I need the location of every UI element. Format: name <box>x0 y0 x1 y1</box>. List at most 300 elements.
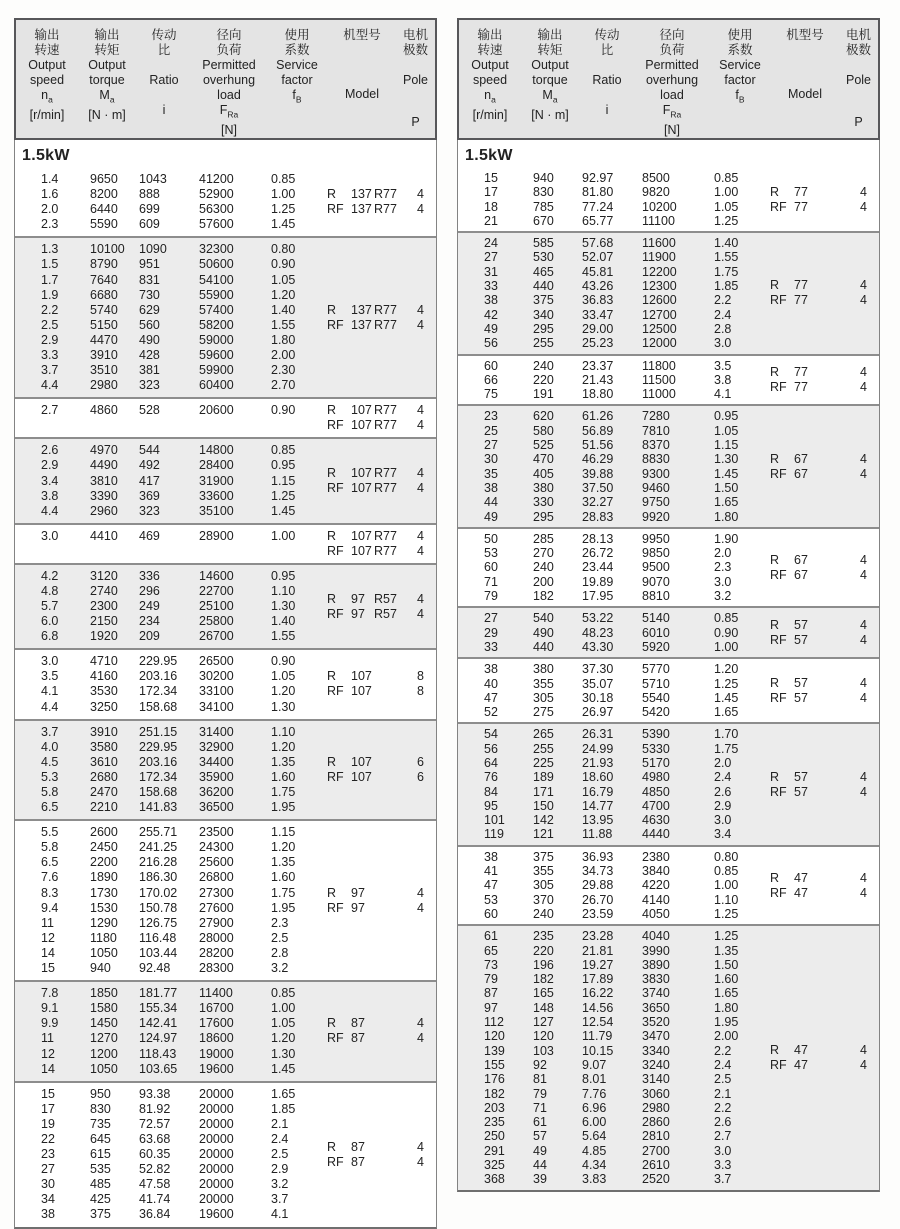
cell-ratio: 13.95 <box>582 813 614 828</box>
table-row <box>458 438 770 452</box>
pole-count: 4 <box>417 900 424 915</box>
table-row <box>15 785 327 800</box>
table-row <box>458 1015 770 1029</box>
model-prefix: R <box>770 552 780 567</box>
cell-output-torque: 150 <box>533 798 554 813</box>
model-line <box>770 871 879 886</box>
cell-ratio: 19.27 <box>582 957 614 972</box>
cell-output-torque: 340 <box>533 307 554 322</box>
cell-output-torque: 6680 <box>90 287 118 302</box>
cell-output-torque: 295 <box>533 509 554 524</box>
cell-ratio: 118.43 <box>139 1046 177 1061</box>
header-label: [N] <box>221 122 237 137</box>
cell-service-factor: 1.05 <box>714 199 739 214</box>
table-row <box>15 288 327 303</box>
cell-service-factor: 1.35 <box>714 943 739 958</box>
cell-service-factor: 2.6 <box>714 784 732 799</box>
cell-ratio: 417 <box>139 473 160 488</box>
cell-output-torque: 1200 <box>90 1046 118 1061</box>
group-rows <box>458 850 770 921</box>
header-label: i <box>162 103 166 117</box>
cell-overhung-load: 4850 <box>642 784 670 799</box>
cell-ratio: 16.79 <box>582 784 614 799</box>
model-size: 57 <box>794 632 808 647</box>
cell-output-speed: 30 <box>484 452 498 467</box>
cell-service-factor: 1.15 <box>271 473 296 488</box>
cell-ratio: 158.68 <box>139 699 178 714</box>
table-row <box>458 1115 770 1129</box>
cell-ratio: 43.30 <box>582 639 614 654</box>
cell-output-torque: 3910 <box>90 724 118 739</box>
model-suffix: R77 <box>374 528 397 543</box>
cell-service-factor: 1.60 <box>271 870 296 885</box>
cell-ratio: 57.68 <box>582 236 614 251</box>
cell-output-torque: 255 <box>533 741 554 756</box>
cell-ratio: 158.68 <box>139 785 178 799</box>
cell-overhung-load: 35100 <box>199 503 234 518</box>
header-label: $F_{Ra}$ <box>219 103 239 120</box>
model-prefix: RF <box>770 1057 787 1072</box>
pole-count: 4 <box>417 418 424 433</box>
model-line <box>327 770 436 785</box>
table-row <box>15 840 327 855</box>
cell-output-torque: 3810 <box>90 473 118 488</box>
ratio-group <box>458 527 879 606</box>
model-block <box>327 1140 436 1170</box>
model-prefix: RF <box>327 317 344 332</box>
cell-output-speed: 97 <box>484 1000 498 1015</box>
cell-overhung-load: 9920 <box>642 509 670 524</box>
cell-overhung-load: 22700 <box>199 583 234 598</box>
cell-overhung-load: 17600 <box>199 1016 234 1031</box>
cell-service-factor: 2.5 <box>271 930 289 945</box>
cell-output-speed: 53 <box>484 546 498 561</box>
cell-service-factor: 3.0 <box>714 813 732 828</box>
cell-output-speed: 5.8 <box>41 785 59 799</box>
cell-ratio: 37.50 <box>582 480 614 495</box>
model-suffix: R77 <box>374 466 397 481</box>
cell-service-factor: 0.95 <box>271 458 296 473</box>
cell-overhung-load: 20600 <box>199 403 234 418</box>
cell-overhung-load: 24300 <box>199 840 234 855</box>
cell-output-torque: 585 <box>533 236 554 251</box>
cell-overhung-load: 18600 <box>199 1031 234 1046</box>
cell-output-speed: 38 <box>484 480 498 495</box>
header-col-output-torque <box>521 28 579 138</box>
table-row <box>458 958 770 972</box>
table-body-left <box>14 140 437 1229</box>
pole-count: 4 <box>417 885 424 900</box>
model-prefix: RF <box>327 1031 344 1046</box>
cell-ratio: 172.34 <box>139 769 178 784</box>
cell-ratio: 216.28 <box>139 855 178 870</box>
table-row <box>15 242 327 257</box>
model-line <box>770 1043 879 1058</box>
model-size: 87 <box>351 1016 365 1031</box>
cell-ratio: 17.89 <box>582 972 614 987</box>
ratio-group <box>15 563 436 648</box>
cell-output-speed: 1.7 <box>41 272 59 287</box>
group-rows <box>15 403 327 433</box>
cell-service-factor: 2.4 <box>271 1131 289 1146</box>
cell-output-speed: 41 <box>484 864 498 879</box>
header-col-model <box>328 28 396 138</box>
cell-service-factor: 1.65 <box>714 986 739 1001</box>
model-size: 137 <box>351 317 372 332</box>
cell-output-torque: 950 <box>90 1086 111 1101</box>
group-rows <box>15 1087 327 1223</box>
model-suffix <box>817 452 859 467</box>
cell-output-speed: 75 <box>484 387 498 402</box>
table-row <box>15 443 327 458</box>
cell-output-speed: 3.7 <box>41 724 59 739</box>
cell-output-torque: 830 <box>533 185 554 200</box>
cell-service-factor: 1.60 <box>271 769 296 784</box>
cell-output-torque: 375 <box>90 1207 111 1222</box>
model-prefix: R <box>770 184 780 199</box>
table-row <box>458 850 770 864</box>
cell-output-torque: 44 <box>533 1158 547 1172</box>
cell-output-torque: 270 <box>533 546 554 561</box>
cell-ratio: 103.44 <box>139 945 178 960</box>
cell-ratio: 141.83 <box>139 800 178 815</box>
model-prefix: RF <box>327 900 344 915</box>
model-size: 77 <box>794 184 808 199</box>
table-row <box>458 1058 770 1072</box>
cell-service-factor: 1.95 <box>271 800 296 815</box>
model-prefix: R <box>327 403 337 418</box>
cell-ratio: 12.54 <box>582 1015 614 1030</box>
cell-output-speed: 6.5 <box>41 855 59 870</box>
cell-ratio: 28.13 <box>582 531 614 546</box>
model-block <box>327 886 436 916</box>
group-rows <box>458 662 770 719</box>
cell-output-speed: 84 <box>484 784 498 799</box>
table-row <box>15 403 327 418</box>
table-row <box>15 629 327 644</box>
pole-count: 4 <box>860 1057 867 1072</box>
cell-overhung-load: 28400 <box>199 458 234 473</box>
cell-service-factor: 1.20 <box>271 684 296 699</box>
cell-ratio: 60.35 <box>139 1147 171 1162</box>
cell-output-speed: 40 <box>484 676 498 691</box>
group-rows <box>15 654 327 714</box>
cell-overhung-load: 3470 <box>642 1029 670 1044</box>
cell-output-torque: 4160 <box>90 669 118 684</box>
cell-output-speed: 4.8 <box>41 583 59 598</box>
model-line <box>327 187 436 202</box>
model-size: 137 <box>351 187 372 202</box>
table-row <box>15 684 327 699</box>
cell-overhung-load: 12700 <box>642 307 677 322</box>
model-prefix: R <box>770 675 780 690</box>
cell-service-factor: 1.85 <box>714 279 739 294</box>
cell-service-factor: 1.00 <box>714 639 739 654</box>
model-block <box>770 676 879 706</box>
cell-overhung-load: 28200 <box>199 945 234 960</box>
cell-ratio: 229.95 <box>139 739 178 754</box>
pole-count: 4 <box>417 606 424 621</box>
cell-overhung-load: 5170 <box>642 755 670 770</box>
model-prefix: R <box>327 754 337 769</box>
header-label: 使用 <box>727 28 753 42</box>
header-col-ratio <box>136 28 192 138</box>
header-col-overhung-load <box>192 28 266 138</box>
pole-count: 8 <box>417 684 424 699</box>
model-block <box>327 466 436 496</box>
header-label: Model <box>344 87 380 101</box>
model-prefix: RF <box>327 418 344 433</box>
header-label: Output <box>88 58 126 72</box>
table-row <box>458 409 770 423</box>
cell-service-factor: 1.15 <box>271 825 296 840</box>
cell-overhung-load: 20000 <box>199 1177 234 1192</box>
cell-output-speed: 101 <box>484 813 505 828</box>
cell-service-factor: 1.35 <box>271 855 296 870</box>
model-line <box>327 755 436 770</box>
cell-output-torque: 540 <box>533 611 554 626</box>
model-prefix: RF <box>327 481 344 496</box>
cell-output-torque: 440 <box>533 639 554 654</box>
model-line <box>770 278 879 293</box>
cell-service-factor: 2.7 <box>714 1129 732 1144</box>
cell-service-factor: 1.65 <box>714 705 739 720</box>
cell-service-factor: 2.9 <box>714 798 732 813</box>
model-suffix <box>817 770 859 785</box>
cell-ratio: 336 <box>139 568 160 583</box>
model-size: 107 <box>351 769 372 784</box>
pole-count: 4 <box>417 466 424 481</box>
cell-output-speed: 17 <box>41 1101 55 1116</box>
table-row <box>458 424 770 438</box>
table-row <box>15 700 327 715</box>
cell-service-factor: 0.85 <box>271 172 296 186</box>
table-row <box>458 986 770 1000</box>
ratio-group <box>15 819 436 980</box>
table-row <box>15 529 327 544</box>
cell-overhung-load: 5710 <box>642 676 670 691</box>
model-block <box>327 755 436 785</box>
header-label: 电机 <box>845 28 871 42</box>
model-line <box>770 886 879 901</box>
model-suffix <box>817 886 859 901</box>
cell-ratio: 28.83 <box>582 509 614 524</box>
model-line <box>770 618 879 633</box>
cell-overhung-load: 19000 <box>199 1046 234 1061</box>
cell-output-torque: 1890 <box>90 870 118 885</box>
cell-service-factor: 0.95 <box>714 409 739 424</box>
cell-output-torque: 375 <box>533 849 554 864</box>
cell-ratio: 26.70 <box>582 892 614 907</box>
table-row <box>458 1087 770 1101</box>
header-label: Permitted <box>645 58 699 72</box>
cell-output-speed: 27 <box>41 1162 55 1177</box>
ratio-group <box>458 231 879 353</box>
model-prefix: RF <box>327 1154 344 1169</box>
model-suffix: R77 <box>374 403 397 418</box>
cell-ratio: 241.25 <box>139 840 178 855</box>
header-col-output-speed <box>16 28 78 138</box>
pole-count: 4 <box>417 591 424 606</box>
cell-overhung-load: 56300 <box>199 202 234 217</box>
table-row <box>15 855 327 870</box>
cell-service-factor: 1.80 <box>714 1000 739 1015</box>
cell-output-torque: 3510 <box>90 363 118 378</box>
header-label: 输出 <box>34 28 60 42</box>
table-row <box>458 1172 770 1186</box>
power-rating-label: 1.5kW <box>22 147 70 164</box>
cell-ratio: 26.97 <box>582 705 614 720</box>
cell-output-torque: 2680 <box>90 769 118 784</box>
ratio-group <box>15 236 436 397</box>
header-col-pole <box>839 28 878 138</box>
cell-ratio: 4.34 <box>582 1158 607 1172</box>
cell-output-torque: 425 <box>90 1192 111 1207</box>
model-line <box>770 633 879 648</box>
cell-output-torque: 1920 <box>90 629 118 644</box>
cell-output-speed: 5.5 <box>41 825 59 840</box>
cell-service-factor: 1.05 <box>271 272 296 287</box>
cell-overhung-load: 41200 <box>199 172 234 186</box>
pole-count: 6 <box>417 769 424 784</box>
table-row <box>458 756 770 770</box>
model-suffix <box>817 185 859 200</box>
header-label: Service <box>719 58 761 72</box>
pole-count: 4 <box>417 543 424 558</box>
model-block <box>770 770 879 800</box>
cell-output-torque: 182 <box>533 972 554 987</box>
cell-overhung-load: 9750 <box>642 495 670 510</box>
table-row <box>458 575 770 589</box>
table-row <box>15 333 327 348</box>
model-line <box>770 770 879 785</box>
cell-service-factor: 1.95 <box>714 1015 739 1030</box>
cell-service-factor: 1.00 <box>271 1001 296 1016</box>
cell-output-torque: 2450 <box>90 840 118 855</box>
table-row <box>15 614 327 629</box>
table-row <box>458 878 770 892</box>
cell-ratio: 92.97 <box>582 171 614 185</box>
cell-service-factor: 1.95 <box>271 900 296 915</box>
pole-count: 4 <box>417 403 424 418</box>
model-suffix <box>817 278 859 293</box>
cell-overhung-load: 2980 <box>642 1100 670 1115</box>
cell-service-factor: 1.05 <box>271 669 296 684</box>
model-line <box>770 691 879 706</box>
cell-output-torque: 182 <box>533 589 554 604</box>
cell-service-factor: 1.20 <box>714 662 739 677</box>
table-row <box>15 755 327 770</box>
cell-ratio: 56.89 <box>582 423 614 438</box>
cell-output-speed: 2.7 <box>41 403 59 418</box>
cell-ratio: 155.34 <box>139 1001 178 1016</box>
cell-service-factor: 1.45 <box>271 503 296 518</box>
cell-overhung-load: 6010 <box>642 625 670 640</box>
table-row <box>15 303 327 318</box>
cell-overhung-load: 9070 <box>642 574 670 589</box>
table-row <box>15 257 327 272</box>
header-label: Service <box>276 58 318 72</box>
cell-service-factor: 3.4 <box>714 827 732 842</box>
cell-ratio: 47.58 <box>139 1177 171 1192</box>
table-row <box>15 1207 327 1222</box>
cell-overhung-load: 35900 <box>199 769 234 784</box>
header-label: Pole <box>402 73 429 87</box>
model-size: 87 <box>351 1031 365 1046</box>
model-prefix: RF <box>327 769 344 784</box>
cell-overhung-load: 20000 <box>199 1116 234 1131</box>
model-prefix: R <box>770 451 780 466</box>
cell-output-torque: 171 <box>533 784 554 799</box>
cell-service-factor: 1.20 <box>271 840 296 855</box>
cell-service-factor: 2.8 <box>271 945 289 960</box>
cell-output-speed: 3.0 <box>41 654 59 669</box>
cell-output-speed: 52 <box>484 705 498 720</box>
model-line <box>327 544 436 559</box>
model-size: 47 <box>794 870 808 885</box>
cell-output-speed: 38 <box>484 662 498 677</box>
header-label: 径向 <box>216 28 242 42</box>
cell-output-speed: 3.0 <box>41 528 59 543</box>
cell-overhung-load: 19600 <box>199 1061 234 1076</box>
cell-overhung-load: 30200 <box>199 669 234 684</box>
cell-overhung-load: 11900 <box>642 250 676 265</box>
cell-service-factor: 1.55 <box>714 250 739 265</box>
cell-ratio: 36.93 <box>582 849 614 864</box>
cell-service-factor: 1.75 <box>714 264 739 279</box>
cell-output-speed: 4.2 <box>41 568 59 583</box>
cell-output-torque: 940 <box>533 171 554 185</box>
cell-output-speed: 235 <box>484 1115 505 1130</box>
cell-overhung-load: 59900 <box>199 363 234 378</box>
cell-output-speed: 87 <box>484 986 498 1001</box>
model-prefix: R <box>327 528 337 543</box>
table-row <box>15 273 327 288</box>
cell-output-torque: 465 <box>533 264 554 279</box>
header-label: 极数 <box>845 43 871 57</box>
cell-ratio: 209 <box>139 629 160 644</box>
table-row <box>15 1031 327 1046</box>
cell-output-torque: 525 <box>533 438 554 453</box>
model-line <box>770 185 879 200</box>
table-row <box>15 870 327 885</box>
header-label: $f_B$ <box>292 88 302 105</box>
cell-output-torque: 148 <box>533 1000 554 1015</box>
cell-service-factor: 0.85 <box>714 864 739 879</box>
header-label: [N · m] <box>88 107 126 122</box>
cell-output-torque: 103 <box>533 1043 554 1058</box>
cell-overhung-load: 9300 <box>642 466 670 481</box>
table-row <box>458 893 770 907</box>
cell-output-speed: 27 <box>484 611 498 626</box>
cell-overhung-load: 28000 <box>199 930 234 945</box>
cell-output-speed: 61 <box>484 929 498 944</box>
table-row <box>458 1044 770 1058</box>
cell-overhung-load: 2610 <box>642 1158 670 1172</box>
table-row <box>458 200 770 214</box>
cell-service-factor: 1.25 <box>714 906 739 921</box>
model-suffix <box>374 755 416 770</box>
model-size: 67 <box>794 451 808 466</box>
pole-count: 4 <box>417 1016 424 1031</box>
pole-count: 4 <box>860 380 867 394</box>
model-size: 47 <box>794 1057 808 1072</box>
cell-service-factor: 1.25 <box>714 929 739 944</box>
model-line <box>327 529 436 544</box>
pole-count: 4 <box>860 278 867 293</box>
cell-output-torque: 330 <box>533 495 554 510</box>
cell-overhung-load: 8810 <box>642 589 670 604</box>
